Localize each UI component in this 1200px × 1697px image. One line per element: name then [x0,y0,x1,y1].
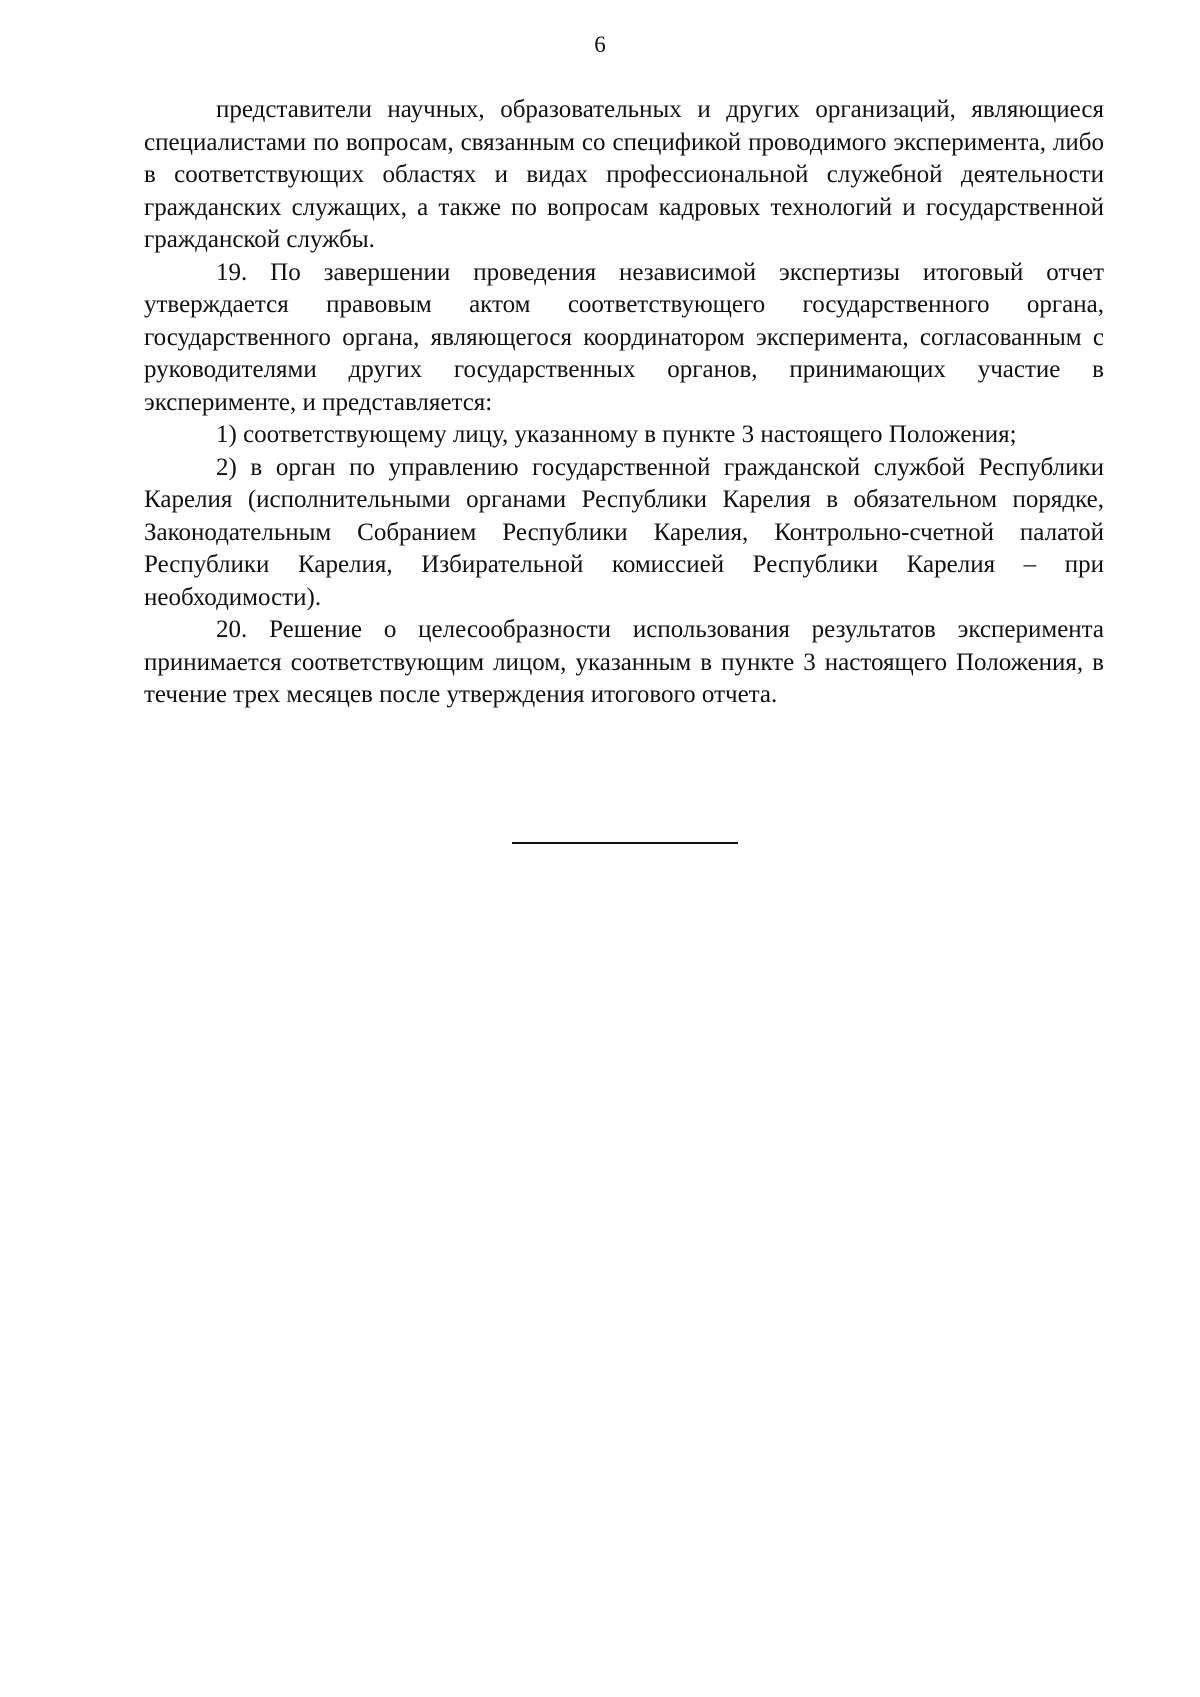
paragraph-representatives: представители научных, образовательных и других организаций, являющиеся специалистами по вопросам, связанным со спецификой проводимого эксперимента, либо в соответствующих областях и видах профессиональной служебной деятельности гражданских служащих, а также по вопросам кадровых технологий и государственной гражданской службы. [144,96,1104,253]
paragraph-subitem-2: 2) в орган по управлению государственной гражданской службой Республики Карелия (исполнительными органами Республики Карелия в обязательном порядке, Законодательным Собранием Республики Карелия, Контрольно-счетной палатой Республики Карелия, Избирательной комиссией Республики Карелия – при необходимости). [144,453,1104,611]
document-body [144,94,1104,712]
paragraph-item-19: 19. По завершении проведения независимой экспертизы итоговый отчет утверждается правовым актом соответствующего государственного органа, государственного органа, являющегося координатором эксперимента, согласованным с руководителями других государственных органов, принимающих участие в эксперименте, и представляется: [144,258,1104,416]
paragraph-subitem-1: 1) соответствующему лицу, указанному в пункте 3 настоящего Положения; [216,421,1017,448]
page-number: 6 [594,32,606,57]
paragraph-item-20: 20. Решение о целесообразности использования результатов эксперимента принимается соответствующим лицом, указанным в пункте 3 настоящего Положения, в течение трех месяцев после утверждения итогового отчета. [144,616,1104,708]
end-of-document-rule [512,842,738,844]
